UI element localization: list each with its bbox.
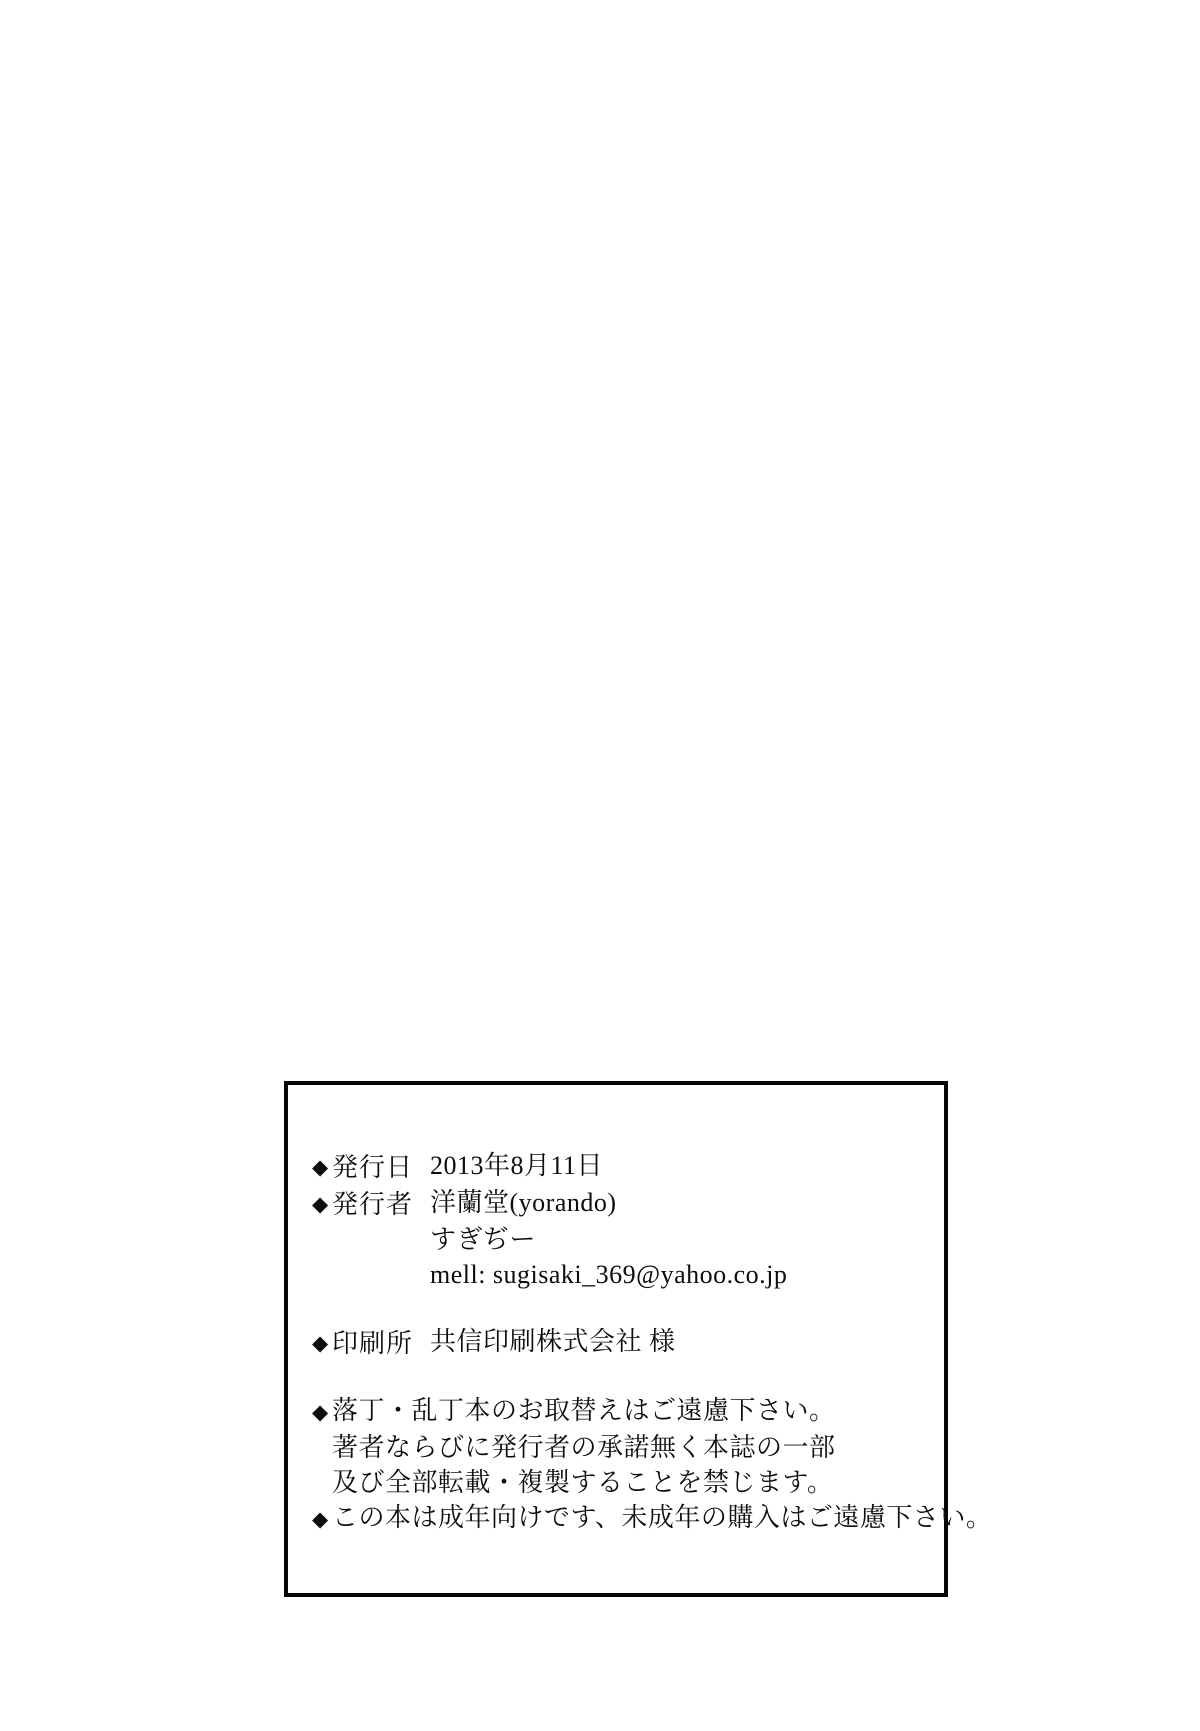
row-publisher [312, 1185, 934, 1222]
publication-info [288, 1085, 944, 1361]
diamond-bullet-icon: ◆ [312, 1192, 329, 1216]
notices [288, 1393, 993, 1537]
row-author [312, 1222, 934, 1257]
row-value: 洋蘭堂(yorando) [430, 1188, 617, 1217]
label-cell [312, 1187, 430, 1222]
label-cell [312, 1150, 430, 1185]
row-value: mell: sugisaki_369@yahoo.co.jp [430, 1260, 788, 1289]
label-cell [312, 1326, 430, 1361]
diamond-bullet-icon: ◆ [312, 1331, 329, 1355]
colophon-box [284, 1081, 993, 1597]
diamond-bullet-icon: ◆ [312, 1400, 329, 1424]
row-label: 発行日 [332, 1153, 414, 1182]
notice-text: この本は成年向けです、未成年の購入はご遠慮下さい。 [332, 1503, 993, 1532]
notice-no-reprint-line1 [312, 1430, 938, 1465]
row-publication-date [312, 1148, 934, 1185]
row-value: すぎぢー [430, 1225, 537, 1254]
diamond-bullet-icon: ◆ [312, 1155, 329, 1179]
row-value: 共信印刷株式会社 様 [430, 1327, 676, 1356]
row-email [312, 1257, 934, 1292]
row-value: 2013年8月11日 [430, 1151, 604, 1180]
notice-adults-only [312, 1500, 993, 1537]
notice-text: 落丁・乱丁本のお取替えはご遠慮下さい。 [332, 1396, 836, 1425]
notice-text: 著者ならびに発行者の承諾無く本誌の一部 [332, 1433, 836, 1462]
notice-text: 及び全部転載・複製することを禁じます。 [332, 1468, 834, 1497]
row-printer [312, 1324, 934, 1361]
notice-no-replacement [312, 1393, 938, 1430]
row-label: 印刷所 [332, 1329, 414, 1358]
diamond-bullet-icon: ◆ [312, 1507, 329, 1531]
row-label: 発行者 [332, 1190, 414, 1219]
notice-no-reprint-line2 [312, 1465, 938, 1500]
